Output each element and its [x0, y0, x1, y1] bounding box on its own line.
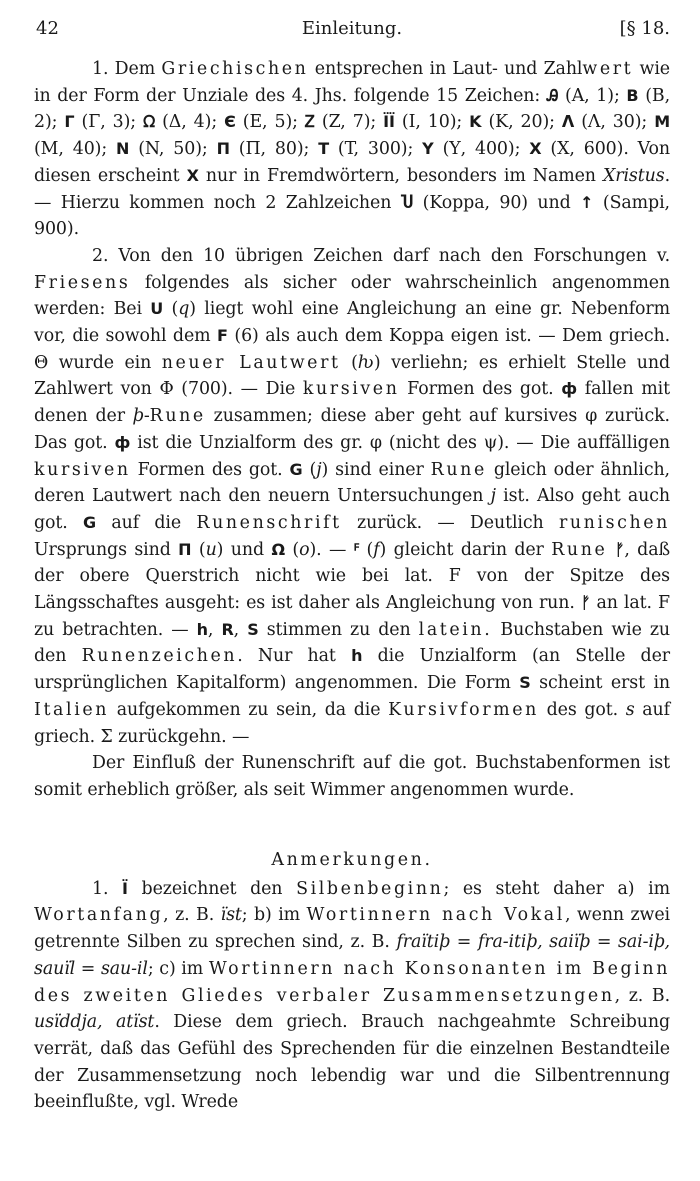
gothic-letter-b: B: [626, 85, 639, 105]
gothic-letter-i-diaeresis: Ï: [122, 878, 128, 898]
gothic-letter-n: N: [116, 139, 130, 159]
gothic-letter-g: Γ: [64, 112, 75, 132]
gothic-letter-t: T: [318, 139, 330, 159]
running-header: [34, 18, 670, 48]
gothic-letter-z: Ꮓ: [304, 112, 315, 132]
annotation-1: 1. Ï bezeichnet den Silbenbeginn; es steht daher a) im Wortanfang, z. B. ïst; b) im Wortinnern nach Vokal, wenn zwei getrennte Silben zu sprechen sind, z. B. fraïtiþ = fra-itiþ, saiïþ = sai-iþ, sauïl = sau-il; c) im Wortinnern nach Konsonanten im Beginn des zweiten Gliedes verbaler Zusammensetzungen, z. B. usïddja, atïst. Diese dem griech. Brauch nachgeahmte Schreibung verrät, daß das Gefühl des Sprechenden für die einzelnen Bestandteile der Zusammensetzung noch lebendig war und die Silbentrennung beeinflußte, vgl. Wrede: [34, 878, 670, 1113]
main-text: [34, 56, 670, 1116]
gothic-letter-i: ÏÏ: [383, 112, 395, 132]
chapter-title: Einleitung.: [301, 18, 403, 39]
gothic-letter-x: X: [529, 139, 542, 159]
section-heading: Anmerkungen.: [271, 849, 433, 870]
gothic-letter-u-rune: Π: [178, 539, 192, 559]
gothic-letter-d: ᘯ: [143, 112, 156, 132]
rune-fehu: ᚠ: [614, 539, 625, 559]
paragraph-1: 1. Dem Griechischen entsprechen in Laut- und Zahlwert wie in der Form der Unziale des 4. Jhs. folgende 15 Zeichen: Ꭿ (A, 1); B (B, 2); Γ (Γ, 3); ᘯ (Δ, 4); Є (E, 5); Ꮓ (Z, 7); ÏÏ (I, 10); K (K, 20); ᐱ (Λ, 30); M (M, 40); N (N, 50); Π (Π, 80); T (T, 300); Y (Υ, 400); X (X, 600). Von diesen erscheint X nur in Fremdwörtern, besonders im Namen Xristus. — Hierzu kommen noch 2 Zahlzeichen Ⴎ (Koppa, 90) und ↑ (Sampi, 900).: [34, 59, 671, 240]
gothic-letter-l: ᐱ: [561, 112, 575, 132]
gothic-letter-m: M: [654, 112, 671, 132]
gothic-koppa: Ⴎ: [400, 192, 414, 212]
paragraph-2: 2. Von den 10 übrigen Zeichen darf nach den Forschungen v. Friesens folgendes als sicher oder wahrscheinlich angenommen werden: Bei U (q) liegt wohl eine Angleichung an eine gr. Nebenform vor, die sowohl dem F (6) als auch dem Koppa eigen ist. — Dem griech. Θ wurde ein neuer Lautwert (ƕ) verliehn; es erhielt Stelle und Zahlwert von Φ (700). — Die kursiven Formen des got. ф fallen mit denen der þ-Rune zusammen; diese aber geht auf kursives φ zurück. Das got. ф ist die Unzialform des gr. φ (nicht des ψ). — Die auffälligen kursiven Formen des got. G (j) sind einer Rune gleich oder ähnlich, deren Lautwert nach den neuern Untersuchungen j ist. Also geht auch got. G auf die Runenschrift zurück. — Deutlich runischen Ursprungs sind Π (u) und Ω (o). — ꟳ (f) gleicht darin der Rune ᚠ, daß der obere Querstrich nicht wie bei lat. F von der Spitze des Längsschaftes ausgeht: es ist daher als Angleichung von run. ᚠ an lat. F zu betrachten. — h, R, S stimmen zu den latein. Buchstaben wie zu den Runenzeichen. Nur hat h die Unzialform (an Stelle der ursprünglichen Kapitalform) angenommen. Die Form S scheint erst in Italien aufgekommen zu sein, da die Kursivformen des got. s auf griech. Σ zurückgehn. —: [34, 245, 671, 747]
gothic-letter-f: F: [217, 326, 228, 346]
gothic-letter-y: Y: [422, 139, 434, 159]
rune-fehu: ᚠ: [580, 593, 591, 613]
gothic-letter-phi: ф: [561, 379, 578, 399]
gothic-letter-r: R: [221, 619, 234, 639]
gothic-letter-h: h: [351, 646, 363, 666]
paragraph-3: Der Einfluß der Runenschrift auf die got. Buchstabenformen ist somit erheblich größer, als seit Wimmer angenommen wurde.: [34, 753, 670, 800]
gothic-sampi: ↑: [580, 192, 594, 212]
gothic-letter-s: S: [519, 673, 531, 693]
gothic-letter-f-rune: ꟳ: [353, 539, 360, 559]
gothic-letter-a: Ꭿ: [546, 85, 559, 105]
gothic-letter-e: Є: [224, 112, 236, 132]
page-number: 42: [36, 18, 59, 39]
gothic-letter-p: Π: [216, 139, 230, 159]
section-marker: [§ 18.: [619, 18, 670, 39]
gothic-letter-u: U: [150, 299, 164, 319]
book-page: [34, 18, 670, 1116]
gothic-letter-o: Ω: [271, 539, 285, 559]
gothic-letter-s: S: [247, 619, 259, 639]
gothic-letter-phi: ф: [114, 432, 131, 452]
gothic-letter-j: G: [83, 512, 97, 532]
gothic-letter-k: K: [469, 112, 482, 132]
gothic-letter-x: X: [186, 165, 199, 185]
gothic-letter-h: h: [196, 619, 208, 639]
gothic-letter-j: G: [289, 459, 303, 479]
